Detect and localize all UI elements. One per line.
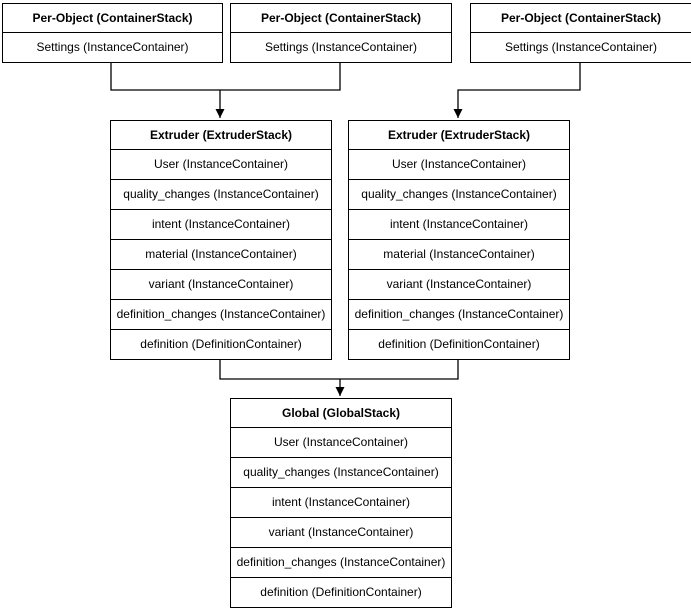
stack-extruder-2 [348, 120, 570, 360]
stack-row-user: User (InstanceContainer) [349, 150, 569, 180]
stack-row-definition-changes: definition_changes (InstanceContainer) [231, 548, 451, 578]
stack-row-material: material (InstanceContainer) [111, 240, 331, 270]
stack-row-quality-changes: quality_changes (InstanceContainer) [349, 180, 569, 210]
stack-title: Per-Object (ContainerStack) [231, 4, 451, 33]
stack-row-intent: intent (InstanceContainer) [349, 210, 569, 240]
stack-row-quality-changes: quality_changes (InstanceContainer) [231, 458, 451, 488]
stack-row-user: User (InstanceContainer) [111, 150, 331, 180]
stack-row-material: material (InstanceContainer) [349, 240, 569, 270]
edge-arrow-into-extruder-2 [458, 58, 580, 118]
stack-row-definition-changes: definition_changes (InstanceContainer) [111, 300, 331, 330]
stack-row-user: User (InstanceContainer) [231, 428, 451, 458]
stack-row-variant: variant (InstanceContainer) [231, 518, 451, 548]
stack-title: Extruder (ExtruderStack) [111, 121, 331, 150]
stack-row-settings: Settings (InstanceContainer) [264, 40, 418, 54]
stack-row-variant: variant (InstanceContainer) [111, 270, 331, 300]
stack-row-intent: intent (InstanceContainer) [111, 210, 331, 240]
stack-per-object-1 [2, 3, 223, 63]
stack-title: Per-Object (ContainerStack) [3, 4, 222, 33]
stack-row-settings: Settings (InstanceContainer) [36, 40, 189, 54]
stack-title: Per-Object (ContainerStack) [471, 4, 691, 33]
stack-row-quality-changes: quality_changes (InstanceContainer) [111, 180, 331, 210]
stack-global [230, 398, 452, 608]
stack-row-intent: intent (InstanceContainer) [231, 488, 451, 518]
stack-row-settings: Settings (InstanceContainer) [504, 40, 658, 54]
edge-extruder-1-2-rail [220, 358, 458, 379]
stack-title: Extruder (ExtruderStack) [349, 121, 569, 150]
stack-row-variant: variant (InstanceContainer) [349, 270, 569, 300]
stack-extruder-1 [110, 120, 332, 360]
stack-row-definition: definition (DefinitionContainer) [260, 585, 422, 599]
stack-per-object-2 [230, 3, 452, 63]
stack-per-object-3 [470, 3, 691, 63]
stack-row-definition: definition (DefinitionContainer) [378, 337, 540, 351]
stack-row-definition-changes: definition_changes (InstanceContainer) [349, 300, 569, 330]
stack-row-definition: definition (DefinitionContainer) [140, 337, 302, 351]
stack-title: Global (GlobalStack) [231, 399, 451, 428]
